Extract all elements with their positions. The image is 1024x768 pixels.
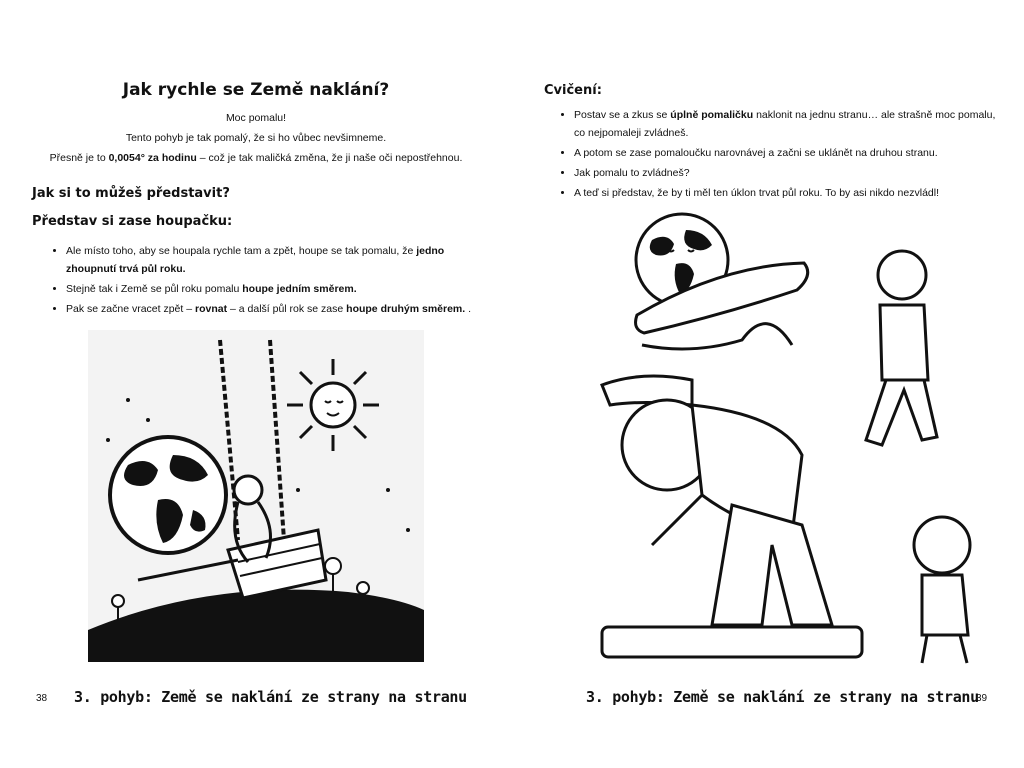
intro-line-1: Moc pomalu! — [225, 112, 287, 124]
walking-child — [866, 251, 937, 445]
earth-icon — [110, 437, 226, 553]
right-page — [512, 0, 1024, 768]
stretching-child — [602, 376, 862, 657]
earth-swing-illustration — [88, 330, 424, 662]
intro-line-3: Přesně je to 0,0054° za hodinu – což je tak maličká změna, že ji naše oči nepostřehnou. — [49, 152, 463, 164]
sun-icon — [287, 359, 379, 451]
page-caption: 3. pohyb: Země se naklání ze strany na stranu — [74, 688, 467, 706]
intro-text — [40, 108, 472, 168]
page-number: 38 — [36, 693, 48, 704]
list-item: • Jak pomalu to zvládneš? — [574, 164, 1004, 182]
list-item: • Pak se začne vracet zpět – rovnat – a další půl rok se zase houpe druhým směrem. . — [66, 300, 496, 318]
section-heading-swing: Představ si zase houpačku: — [32, 214, 233, 229]
exercise-heading: Cvičení: — [544, 83, 602, 98]
page-number: 39 — [976, 693, 988, 704]
swing-list — [50, 242, 496, 320]
small-child — [914, 517, 970, 663]
list-item: • A potom se zase pomaloučku narovnávej a začni se uklánět na druhou stranu. — [574, 144, 1004, 162]
list-item: • Ale místo toho, aby se houpala rychle tam a zpět, houpe se tak pomalu, že jedno zhoupnutí trvá půl roku. — [66, 242, 496, 278]
list-item: • Stejně tak i Země se půl roku pomalu houpe jedním směrem. — [66, 280, 496, 298]
intro-line-2: Tento pohyb je tak pomalý, že si ho vůbec nevšimneme. — [125, 132, 387, 144]
list-item: • A teď si představ, že by ti měl ten úklon trvat půl roku. To by asi nikdo nezvládl! — [574, 184, 1004, 202]
page-caption: 3. pohyb: Země se naklání ze strany na stranu — [586, 688, 979, 706]
section-heading-imagine: Jak si to můžeš představit? — [32, 186, 230, 201]
stretching-kids-illustration — [582, 205, 982, 665]
list-item: • Postav se a zkus se úplně pomaličku naklonit na jednu stranu… ale strašně moc pomalu, co nejpomaleji zvládneš. — [574, 106, 1004, 142]
exercise-list — [558, 106, 1004, 204]
page-title: Jak rychle se Země naklání? — [122, 80, 390, 100]
